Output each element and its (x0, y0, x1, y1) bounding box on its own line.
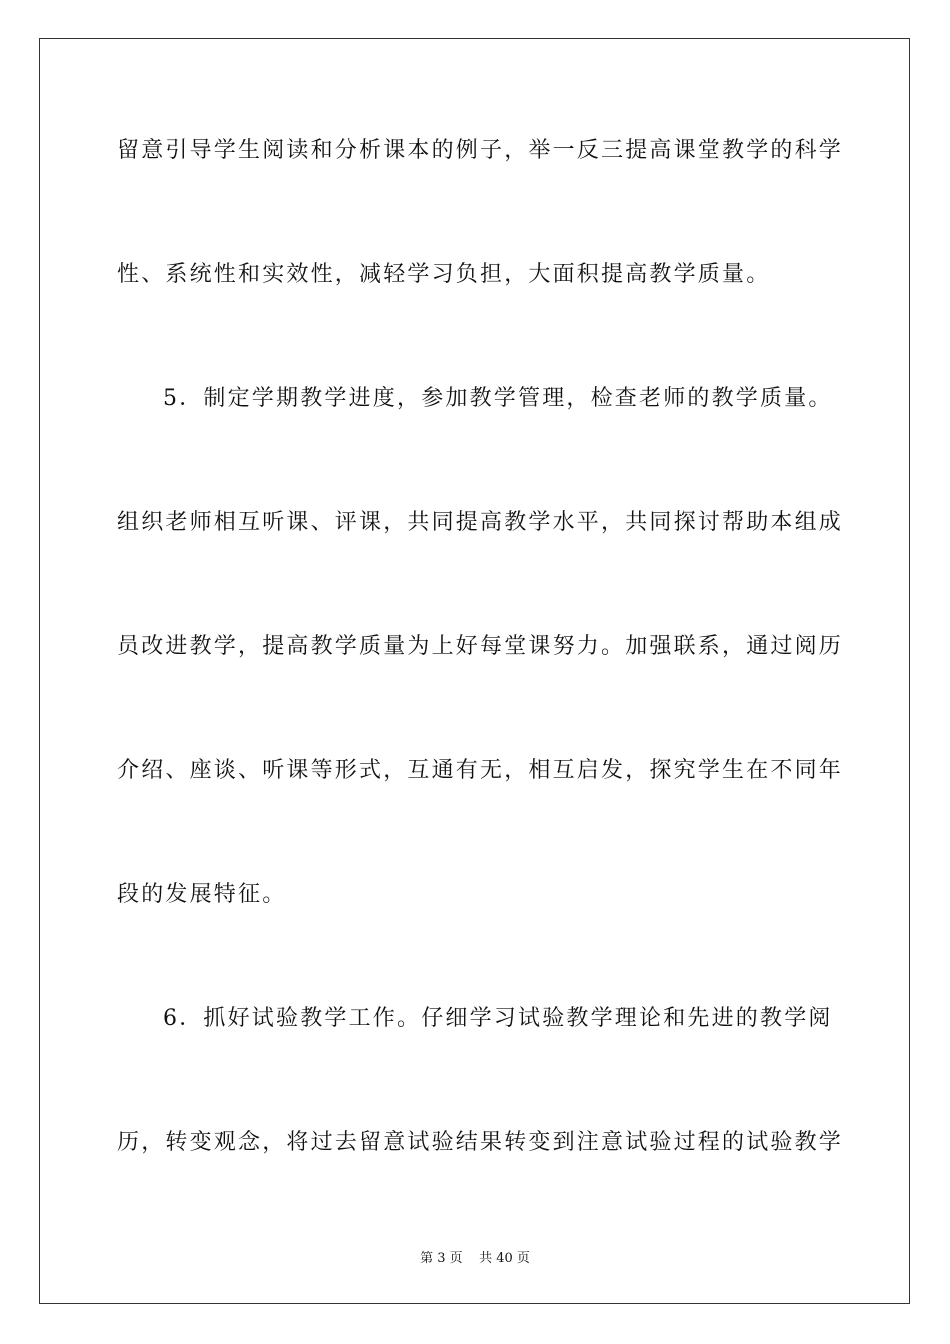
paragraph-line-8: 6．抓好试验教学工作。仔细学习试验教学理论和先进的教学阅 (163, 1006, 833, 1031)
paragraph-line-5: 员改进教学，提高教学质量为上好每堂课努力。加强联系，通过阅历 (117, 634, 844, 659)
paragraph-line-9: 历，转变观念，将过去留意试验结果转变到注意试验过程的试验教学 (117, 1130, 844, 1155)
paragraph-line-4: 组织老师相互听课、评课，共同提高教学水平，共同探讨帮助本组成 (117, 510, 844, 535)
paragraph-line-6: 介绍、座谈、听课等形式，互通有无，相互启发，探究学生在不同年 (117, 758, 844, 783)
paragraph-line-3: 5．制定学期教学进度，参加教学管理，检查老师的教学质量。 (163, 386, 833, 411)
page-border (39, 38, 910, 1304)
paragraph-line-7: 段的发展特征。 (117, 882, 287, 907)
page-number-footer: 第 3 页 共 40 页 (420, 1251, 530, 1266)
paragraph-line-2: 性、系统性和实效性，减轻学习负担，大面积提高教学质量。 (117, 262, 771, 287)
paragraph-line-1: 留意引导学生阅读和分析课本的例子，举一反三提高课堂教学的科学 (117, 138, 844, 163)
